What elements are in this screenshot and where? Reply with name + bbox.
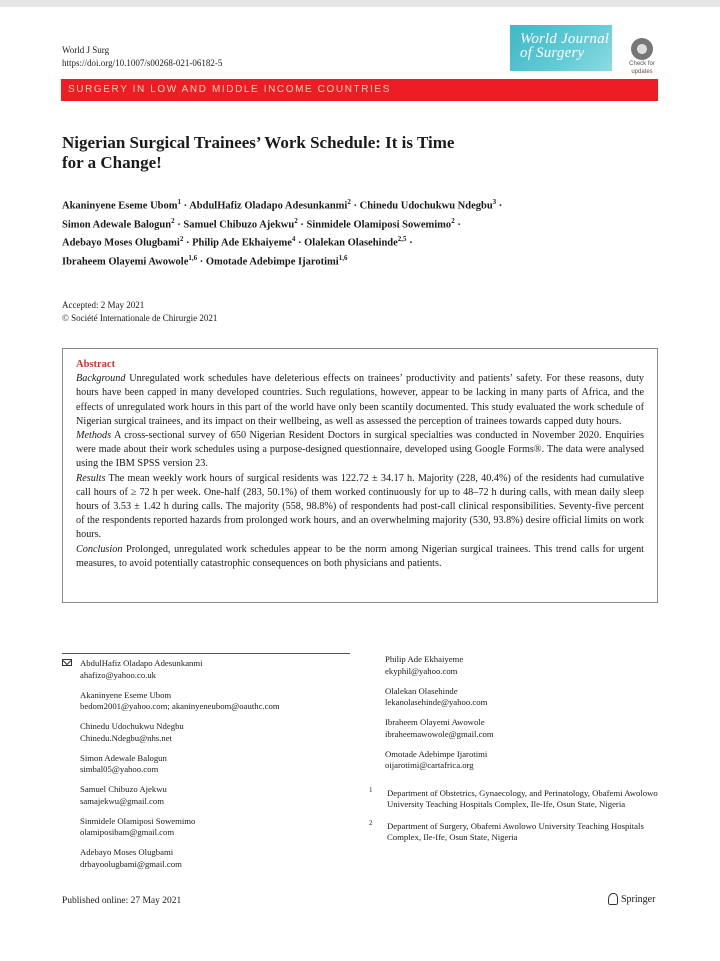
author-name: Samuel Chibuzo Ajekwu	[183, 219, 295, 230]
article-title	[62, 133, 582, 173]
contact-email[interactable]: ahafizo@yahoo.co.uk	[80, 669, 157, 680]
published-online: Published online: 27 May 2021	[62, 896, 182, 906]
doi-link[interactable]: https://doi.org/10.1007/s00268-021-06182-5	[62, 58, 223, 68]
contact-item	[367, 654, 667, 677]
author-affiliation: 2,5	[397, 235, 407, 243]
contact-name: Ibraheem Olayemi Awowole	[385, 717, 485, 727]
contacts-right-column	[367, 654, 667, 854]
author-affiliation: 3	[492, 198, 497, 206]
author-name: Chinedu Udochukwu Ndegbu	[359, 200, 493, 212]
affiliation-text: Department of Surgery, Obafemi Awolowo University Teaching Hospitals Complex, Ile-Ife, Osun State, Nigeria	[387, 820, 644, 842]
author-name: Sinmidele Olamiposi Sowemimo	[306, 219, 452, 230]
contact-email[interactable]: oijarotimi@cartafrica.org	[385, 760, 474, 770]
contact-email[interactable]: ekyphil@yahoo.com	[385, 665, 458, 676]
author-name: Philip Ade Ekhaiyeme	[192, 237, 292, 249]
affiliation-number: 1	[369, 785, 373, 794]
affiliation-number: 2	[369, 818, 373, 827]
contact-name: Sinmidele Olamiposi Sowemimo	[80, 815, 196, 826]
contact-item	[62, 847, 362, 870]
envelope-icon	[62, 659, 72, 666]
footnote-divider	[62, 653, 350, 654]
contact-item	[62, 658, 362, 681]
abstract-conclusion	[76, 543, 644, 571]
publisher-logo	[608, 893, 655, 905]
logo-line-1: World Journal	[520, 31, 610, 47]
author-name: AbdulHafiz Oladapo Adesunkanmi	[189, 200, 348, 212]
contact-email[interactable]: bedom2001@yahoo.com; akaninyeneubom@oauthc.com	[80, 701, 280, 711]
abstract-methods	[76, 429, 644, 472]
section-banner: SURGERY IN LOW AND MIDDLE INCOME COUNTRIES	[61, 79, 658, 101]
abstract-background	[76, 372, 644, 429]
contacts-left-column	[62, 658, 362, 879]
check-updates-icon	[631, 38, 653, 60]
copyright: © Société Internationale de Chirurgie 2021	[62, 313, 218, 323]
logo-line-2: of Surgery	[520, 45, 585, 61]
contact-item	[62, 753, 362, 776]
contact-email[interactable]: samajekwu@gmail.com	[80, 795, 164, 806]
author-affiliation: 2	[451, 216, 455, 225]
title-line-2: for a Change!	[62, 153, 162, 172]
contact-item	[62, 721, 362, 744]
contact-name: Chinedu Udochukwu Ndegbu	[80, 721, 184, 731]
author-affiliation: 1,6	[338, 253, 348, 262]
contact-name: Adebayo Moses Olugbami	[80, 847, 174, 857]
author-affiliation: 2	[171, 216, 175, 225]
author-affiliation: 2	[179, 235, 184, 243]
affiliation-text: Department of Obstetrics, Gynaecology, and Perinatology, Obafemi Awolowo University Teaching Hospitals Complex, Ile-Ife, Osun State, Nigeria	[387, 787, 658, 809]
author-affiliation: 1	[177, 198, 182, 206]
methods-text: A cross-sectional survey of 650 Nigerian Resident Doctors in surgical specialties was conducted in November 2020. Enquiries were made about their work schedules using a purpose-designed questionnaire, developed using Google Forms®. The data were analysed using the IBM SPSS version 23.	[76, 430, 644, 470]
accepted-date: Accepted: 2 May 2021	[62, 300, 145, 310]
background-text: Unregulated work schedules have deleterious effects on trainees’ productivity and patients’ safety. For these reasons, duty hours have been capped in many developed countries. Such regulations, however, appear to be lacking in many parts of Africa, and the effects of unregulated work hours in this part of the world have only been scantily documented. This study evaluated the work schedule of Nigerian surgical trainees, and its impact on their wellbeing, as well as assessed the perception of trainees towards capped duty hours.	[76, 373, 644, 427]
affiliation-item	[367, 818, 667, 844]
contact-email[interactable]: simbal05@yahoo.com	[80, 764, 159, 774]
conclusion-label: Conclusion	[76, 543, 123, 555]
methods-label: Methods	[76, 430, 112, 442]
journal-logo	[510, 25, 612, 71]
publisher-name: Springer	[621, 893, 656, 905]
check-updates-line-1: Check for	[629, 61, 655, 67]
contact-email[interactable]: drbayoolugbami@gmail.com	[80, 858, 182, 869]
top-bar	[0, 0, 720, 7]
contact-email[interactable]: Chinedu.Ndegbu@nhs.net	[80, 732, 172, 743]
contact-item	[367, 749, 667, 772]
springer-horse-icon	[608, 893, 618, 905]
conclusion-text: Prolonged, unregulated work schedules appear to be the norm among Nigerian surgical trainees. This trend calls for urgent measures, to avoid potentially catastrophic consequences on both physicians and patients.	[76, 543, 644, 569]
author-affiliation: 2	[347, 198, 351, 206]
journal-meta	[62, 44, 222, 70]
author-affiliation: 2	[294, 216, 298, 225]
contact-name: Akaninyene Eseme Ubom	[80, 689, 172, 700]
publication-history	[62, 299, 217, 325]
contact-item	[62, 690, 362, 713]
background-label: Background	[76, 373, 126, 385]
author-name: Simon Adewale Balogun	[62, 219, 172, 230]
author-name: Ibraheem Olayemi Awowole	[62, 256, 189, 267]
abstract-heading: Abstract	[76, 359, 116, 370]
contact-name: Omotade Adebimpe Ijarotimi	[385, 748, 488, 759]
contact-item	[62, 816, 362, 839]
abstract-box	[62, 348, 658, 603]
journal-name: World J Surg	[62, 45, 110, 55]
author-name: Adebayo Moses Olugbami	[62, 237, 180, 249]
author-name: Olalekan Olasehinde	[304, 237, 398, 249]
title-line-1: Nigerian Surgical Trainees’ Work Schedule: It is Time	[62, 133, 455, 152]
contact-name: Olalekan Olasehinde	[385, 685, 458, 696]
contact-item	[367, 686, 667, 709]
affiliation-item	[367, 785, 667, 811]
author-affiliation: 1,6	[188, 253, 198, 262]
author-name: Akaninyene Eseme Ubom	[62, 200, 178, 212]
author-list: Akaninyene Eseme Ubom$^1$ · AbdulHafiz Oladapo Adesunkanmi$^2$ · Chinedu Udochukwu Ndegbu$^3$ · Simon Adewale Balogun$^2$ · Samuel Chibuzo Ajekwu$^2$ · Sinmidele Olamiposi Sowemimo$^2$ · Adebayo Moses Olugbami$^2$ · Philip Ade Ekhaiyeme$^4$ · Olalekan Olasehinde$^{2,5}$ · Ibraheem Olayemi Awowole$^{1,6}$ · Omotade Adebimpe Ijarotimi$^{1,6}$	[62, 198, 503, 267]
abstract-results	[76, 472, 644, 543]
author-affiliation: 4	[291, 235, 296, 243]
check-for-updates-badge[interactable]	[622, 38, 662, 76]
contact-name: Philip Ade Ekhaiyeme	[385, 654, 464, 664]
author-name: Omotade Adebimpe Ijarotimi	[205, 256, 339, 267]
contact-item	[62, 784, 362, 807]
results-text: The mean weekly work hours of surgical residents was 122.72 ± 34.17 h. Majority (228, 40.4%) of the residents had cumulative call hours of ≥ 72 h per week. One-half (283, 50.1%) of them worked continuously for up to 48–72 h during calls, with mean daily sleep hours of 3.53 ± 1.42 h during calls. The majority (558, 98.8%) of respondents had post-call clinical responsibilities. Seventy-five percent of the respondents reported hazards from prolonged work hours, and an overwhelming majority (530, 93.8%) desire official limits on work hours.	[76, 472, 644, 541]
contact-email[interactable]: lekanolasehinde@yahoo.com	[385, 697, 488, 707]
contact-name: AbdulHafiz Oladapo Adesunkanmi	[80, 658, 203, 668]
contact-name: Samuel Chibuzo Ajekwu	[80, 784, 167, 794]
contact-item	[367, 717, 667, 740]
contact-name: Simon Adewale Balogun	[80, 752, 167, 763]
check-updates-line-2: updates	[631, 69, 653, 75]
contact-email[interactable]: olamiposibam@gmail.com	[80, 827, 175, 837]
results-label: Results	[76, 472, 106, 484]
contact-email[interactable]: ibraheemawowole@gmail.com	[385, 728, 494, 739]
